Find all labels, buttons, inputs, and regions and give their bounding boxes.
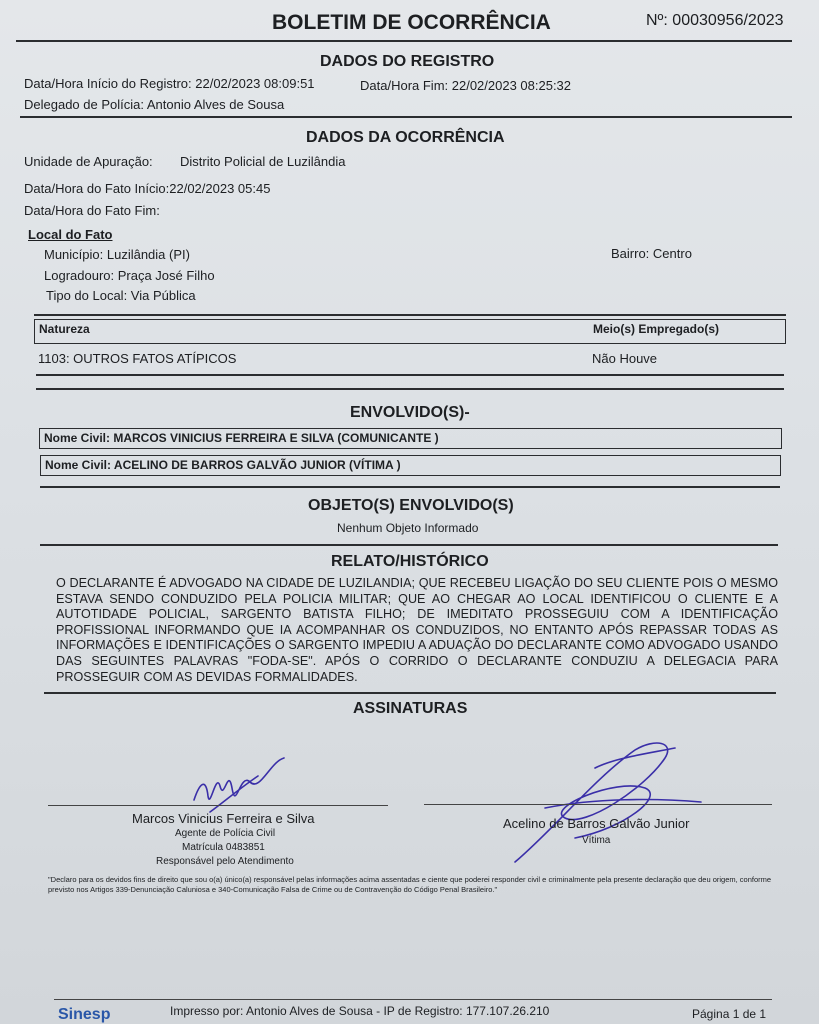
envolvido-nome: Nome Civil: ACELINO DE BARROS GALVÃO JUNIOR (VÍTIMA ) xyxy=(45,458,401,472)
divider xyxy=(20,116,792,118)
section-heading-relato: RELATO/HISTÓRICO xyxy=(331,553,489,570)
unidade-value: Distrito Policial de Luzilândia xyxy=(180,154,346,169)
signature-right-mark xyxy=(505,738,705,868)
document-title: BOLETIM DE OCORRÊNCIA xyxy=(272,11,551,34)
envolvido-nome: Nome Civil: MARCOS VINICIUS FERREIRA E SILVA (COMUNICANTE ) xyxy=(44,431,439,445)
local-heading: Local do Fato xyxy=(28,227,113,242)
divider xyxy=(40,544,778,546)
signature-left-matricula: Matrícula 0483851 xyxy=(182,842,265,853)
divider xyxy=(40,486,780,488)
signature-right-name: Acelino de Barros Galvão Junior xyxy=(503,816,690,831)
section-heading-assinaturas: ASSINATURAS xyxy=(353,700,468,717)
registro-inicio: Data/Hora Início do Registro: 22/02/2023 08:09:51 xyxy=(24,76,315,91)
envolvido-row xyxy=(39,428,782,449)
divider xyxy=(36,374,784,376)
fato-fim: Data/Hora do Fato Fim: xyxy=(24,203,160,218)
document-number: Nº: 00030956/2023 xyxy=(646,12,784,29)
unidade-label: Unidade de Apuração: xyxy=(24,154,153,169)
registro-fim: Data/Hora Fim: 22/02/2023 08:25:32 xyxy=(360,78,572,93)
divider xyxy=(16,40,792,42)
divider xyxy=(36,388,784,390)
signature-left-name: Marcos Vinicius Ferreira e Silva xyxy=(132,811,315,826)
natureza-header-box xyxy=(34,319,786,344)
signature-line-right xyxy=(424,804,772,805)
section-heading-objetos: OBJETO(S) ENVOLVIDO(S) xyxy=(308,497,514,514)
signature-left-responsavel: Responsável pelo Atendimento xyxy=(156,856,294,867)
meios-header: Meio(s) Empregado(s) xyxy=(593,322,720,336)
local-tipo: Tipo do Local: Via Pública xyxy=(46,288,196,303)
natureza-value: 1103: OUTROS FATOS ATÍPICOS xyxy=(38,351,237,366)
local-bairro: Bairro: Centro xyxy=(611,246,692,261)
fato-inicio: Data/Hora do Fato Início:22/02/2023 05:45 xyxy=(24,181,271,196)
signature-left-role: Agente de Polícia Civil xyxy=(175,828,276,839)
footer-impresso: Impresso por: Antonio Alves de Sousa - IP de Registro: 177.107.26.210 xyxy=(170,1004,550,1018)
local-municipio: Município: Luzilândia (PI) xyxy=(44,247,190,262)
relato-text: O DECLARANTE É ADVOGADO NA CIDADE DE LUZILANDIA; QUE RECEBEU LIGAÇÃO DO SEU CLIENTE POIS O MESMO ESTAVA SENDO CONDUZIDO PELA POLICIA MILITAR; QUE AO CHEGAR AO LOCAL IDENTIFICOU O CLIENTE E A AUTOTIDADE POLICIAL, SARGENTO BATISTA FILHO; DE IMEDITATO PROSSEGUIU COM A IDENTIFICAÇÃO PROFISSIONAL INFORMANDO QUE IA ACOMPANHAR OS CONDUZIDOS, NO ENTANTO APÓS REPASSAR TODAS AS INFORMAÇÕES E IDENTIFICAÇÕES O SARGENTO IMPEDIU A ADUAÇÃO DO DECLARANTE COMO ADVOGADO USANDO DAS SEGUINTES PALAVRAS "FODA-SE". APÓS O CORRIDO O DECLARANTE CONDUZIU A DELEGACIA PARA PROSSEGUIR COM AS DEVIDAS FORMALIDADES. xyxy=(56,576,778,684)
footer-divider xyxy=(54,999,772,1000)
signature-right-role: Vítima xyxy=(582,835,611,846)
natureza-header: Natureza xyxy=(39,322,90,336)
meios-value: Não Houve xyxy=(592,351,658,366)
section-heading-envolvidos: ENVOLVIDO(S)- xyxy=(350,404,470,421)
sinesp-logo: Sinesp xyxy=(58,1006,111,1023)
divider xyxy=(34,314,786,316)
local-logradouro: Logradouro: Praça José Filho xyxy=(44,268,215,283)
declaracao-text: "Declaro para os devidos fins de direito que sou o(a) único(a) responsável pelas informações acima assentadas e ciente que poderei responder civil e criminalmente pela presente declaração que deu origem, conforme previsto nos Artigos 339-Denunciação Caluniosa e 340-Comunicação Falsa de Crime ou de Contravenção do Código Penal Brasileiro." xyxy=(48,875,772,894)
signature-line-left xyxy=(48,805,388,806)
objetos-value: Nenhum Objeto Informado xyxy=(337,521,479,535)
section-heading-registro: DADOS DO REGISTRO xyxy=(320,53,495,70)
footer-pagina: Página 1 de 1 xyxy=(692,1007,767,1021)
envolvido-row xyxy=(40,455,781,476)
section-heading-ocorrencia: DADOS DA OCORRÊNCIA xyxy=(306,129,505,146)
registro-delegado: Delegado de Polícia: Antonio Alves de Sousa xyxy=(24,97,285,112)
divider xyxy=(44,692,776,694)
